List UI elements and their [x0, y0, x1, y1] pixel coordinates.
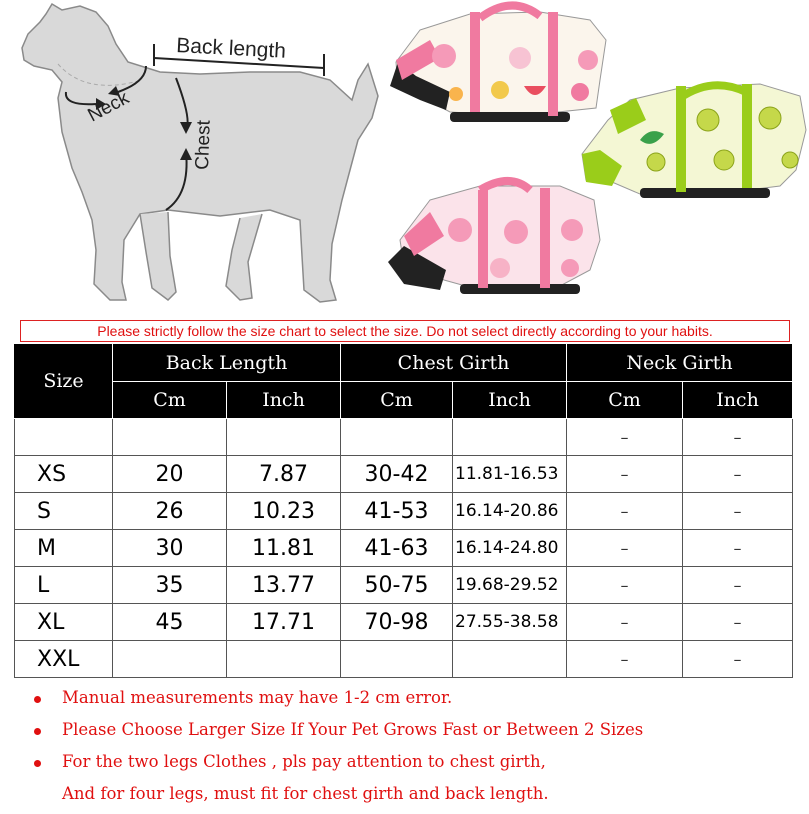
- neck-cm-cell: –: [567, 493, 683, 530]
- unit-header: Cm: [341, 382, 453, 419]
- neck-cm-cell: –: [567, 641, 683, 678]
- back-cm-cell: 35: [113, 567, 227, 604]
- chest-cm-cell: 50-75: [341, 567, 453, 604]
- size-warning-notice: Please strictly follow the size chart to select the size. Do not select directly according to your habits.: [20, 320, 790, 342]
- back-in-cell: 17.71: [227, 604, 341, 641]
- table-row: [15, 604, 793, 641]
- note-item: [28, 686, 798, 718]
- note-text: Manual measurements may have 1-2 cm error.: [62, 688, 453, 707]
- neck-in-cell: –: [683, 567, 793, 604]
- size-cell: M: [15, 530, 113, 567]
- note-item: [28, 750, 798, 782]
- note-text: And for four legs, must fit for chest girth and back length.: [62, 784, 549, 803]
- neck-cm-cell: –: [567, 419, 683, 456]
- back-cm-cell: [113, 419, 227, 456]
- neck-label: Neck: [84, 87, 133, 127]
- unit-header: Inch: [227, 382, 341, 419]
- note-text: Please Choose Larger Size If Your Pet Grows Fast or Between 2 Sizes: [62, 720, 644, 739]
- notes-list: [28, 686, 798, 814]
- size-cell: S: [15, 493, 113, 530]
- neck-in-cell: –: [683, 493, 793, 530]
- size-chart-table: [14, 343, 793, 678]
- neck-cm-cell: –: [567, 604, 683, 641]
- back-cm-cell: 45: [113, 604, 227, 641]
- table-row: [15, 419, 793, 456]
- back-length-label: Back length: [175, 34, 287, 63]
- bullet-dot-icon: [34, 760, 41, 767]
- table-row: [15, 530, 793, 567]
- chest-cm-cell: [341, 419, 453, 456]
- note-item: [28, 718, 798, 750]
- chest-in-cell: 16.14-20.86: [453, 493, 567, 530]
- vest-peach-print: [388, 181, 600, 294]
- back-in-cell: 7.87: [227, 456, 341, 493]
- neck-girth-header: Neck Girth: [567, 344, 793, 382]
- chest-in-cell: 11.81-16.53: [453, 456, 567, 493]
- chest-in-cell: 16.14-24.80: [453, 530, 567, 567]
- chest-cm-cell: 41-63: [341, 530, 453, 567]
- unit-header: Cm: [567, 382, 683, 419]
- chest-in-cell: [453, 419, 567, 456]
- neck-in-cell: –: [683, 641, 793, 678]
- neck-cm-cell: –: [567, 456, 683, 493]
- size-cell: XS: [15, 456, 113, 493]
- size-cell: XL: [15, 604, 113, 641]
- note-text: For the two legs Clothes , pls pay attention to chest girth,: [62, 752, 546, 771]
- unit-header: Inch: [453, 382, 567, 419]
- table-row: [15, 493, 793, 530]
- size-rows: [15, 419, 793, 678]
- neck-in-cell: –: [683, 456, 793, 493]
- table-row: [15, 641, 793, 678]
- vest-kiwi-print: [582, 84, 806, 198]
- back-length-marker: [154, 34, 324, 76]
- neck-in-cell: –: [683, 419, 793, 456]
- back-in-cell: 10.23: [227, 493, 341, 530]
- neck-in-cell: –: [683, 604, 793, 641]
- chest-in-cell: 27.55-38.58: [453, 604, 567, 641]
- size-cell: XXL: [15, 641, 113, 678]
- back-in-cell: 11.81: [227, 530, 341, 567]
- product-illustration: [0, 0, 809, 318]
- back-in-cell: 13.77: [227, 567, 341, 604]
- chest-label: Chest: [192, 119, 215, 171]
- bullet-dot-icon: [34, 728, 41, 735]
- back-in-cell: [227, 419, 341, 456]
- chest-cm-cell: 30-42: [341, 456, 453, 493]
- note-item: [28, 782, 798, 814]
- size-cell: [15, 419, 113, 456]
- size-cell: L: [15, 567, 113, 604]
- back-cm-cell: [113, 641, 227, 678]
- chest-cm-cell: 70-98: [341, 604, 453, 641]
- table-row: [15, 567, 793, 604]
- vest-fruit-print: [390, 5, 606, 122]
- back-in-cell: [227, 641, 341, 678]
- neck-cm-cell: –: [567, 567, 683, 604]
- back-length-header: Back Length: [113, 344, 341, 382]
- bullet-dot-icon: [34, 696, 41, 703]
- neck-cm-cell: –: [567, 530, 683, 567]
- table-row: [15, 456, 793, 493]
- back-cm-cell: 26: [113, 493, 227, 530]
- size-column-header: Size: [15, 344, 113, 419]
- unit-header: Inch: [683, 382, 793, 419]
- chest-girth-header: Chest Girth: [341, 344, 567, 382]
- back-cm-cell: 20: [113, 456, 227, 493]
- neck-in-cell: –: [683, 530, 793, 567]
- chest-cm-cell: 41-53: [341, 493, 453, 530]
- chest-cm-cell: [341, 641, 453, 678]
- chest-in-cell: [453, 641, 567, 678]
- unit-header: Cm: [113, 382, 227, 419]
- chest-in-cell: 19.68-29.52: [453, 567, 567, 604]
- back-cm-cell: 30: [113, 530, 227, 567]
